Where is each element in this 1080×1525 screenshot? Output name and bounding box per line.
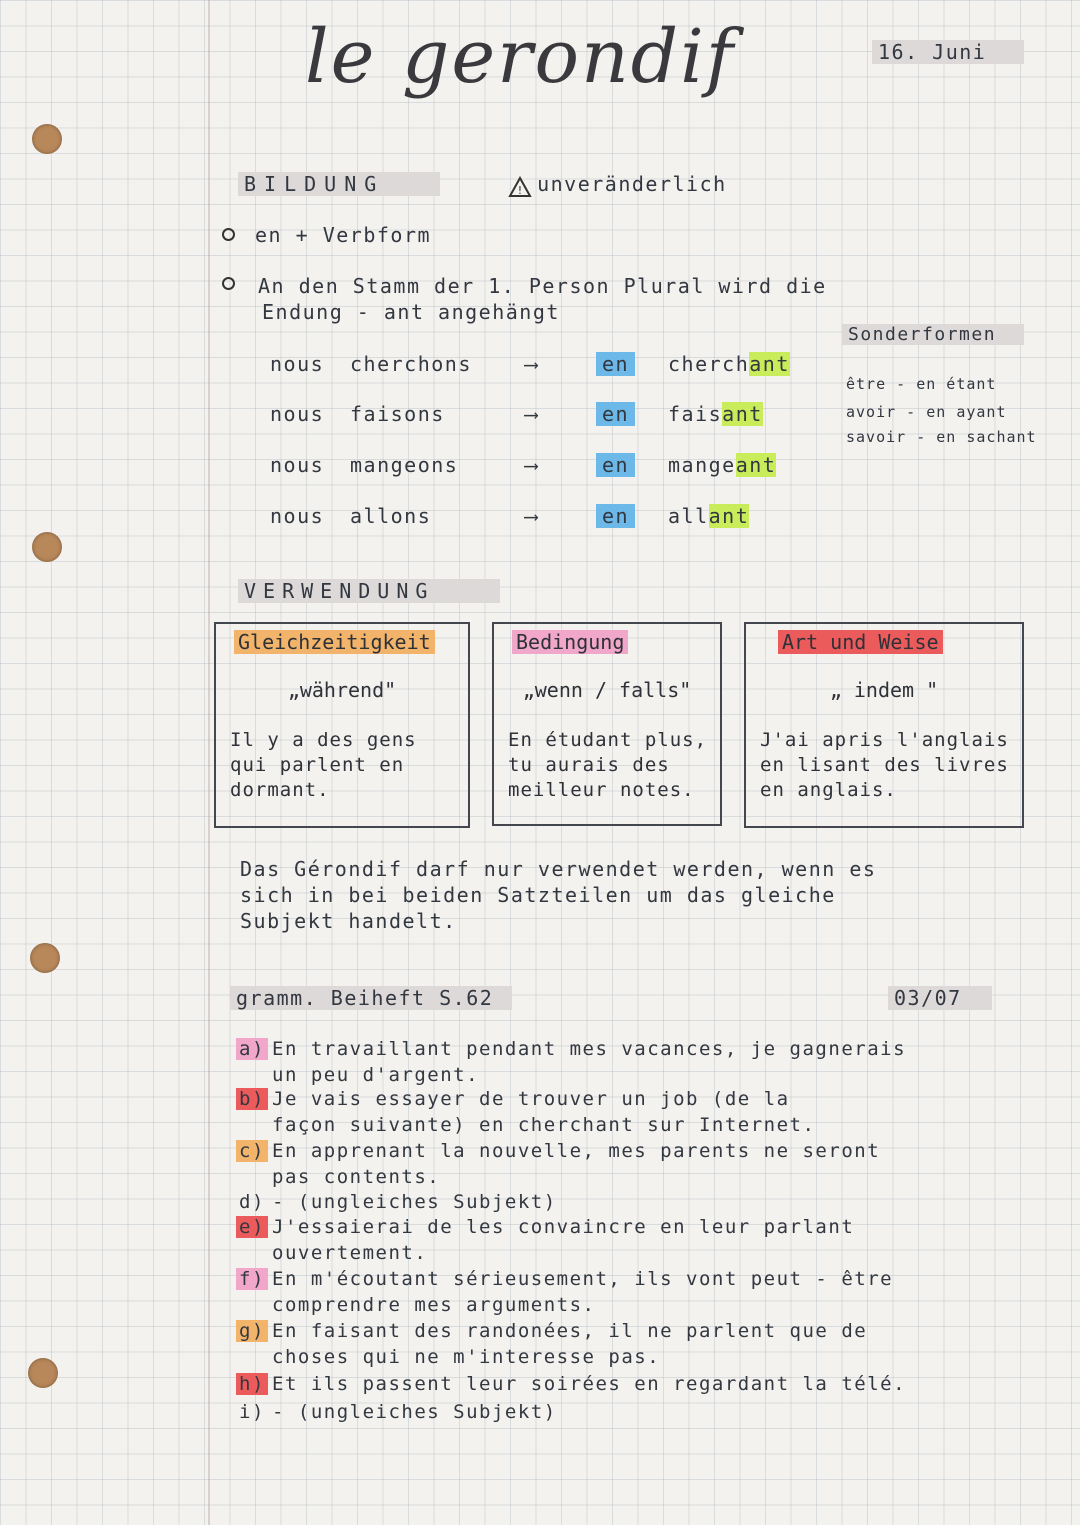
conj-stem: mange	[668, 453, 736, 477]
usage-example: J'ai apris l'anglais en lisant des livres en anglais.	[760, 729, 1009, 801]
punch-hole	[32, 124, 62, 154]
rule-line: sich in bei beiden Satzteilen um das gleiche	[240, 883, 836, 907]
sonderform-item: être - en étant	[846, 375, 997, 393]
rule-line: Das Gérondif darf nur verwendet werden, wenn es	[240, 857, 877, 881]
conj-stem: fais	[668, 402, 723, 426]
conj-gerondif-form	[668, 504, 749, 528]
conj-gerondif-form	[668, 453, 776, 477]
sonderformen-heading: Sonderformen	[842, 324, 1024, 345]
exercise-letter: f)	[236, 1268, 268, 1290]
bildung-heading: BILDUNG	[238, 172, 440, 196]
exercise-line: En m'écoutant sérieusement, ils vont peut - être	[272, 1268, 894, 1290]
bildung-bullet-1: en + Verbform	[255, 223, 432, 247]
conj-gerondif-form	[668, 352, 790, 376]
conj-verb: cherchons	[350, 352, 472, 376]
exercise-line: En travaillant pendant mes vacances, je gagnerais	[272, 1038, 907, 1060]
warning-triangle-icon	[508, 176, 532, 198]
punch-hole	[30, 943, 60, 973]
exercise-line: Je vais essayer de trouver un job (de la	[272, 1088, 790, 1110]
exercise-letter: c)	[236, 1140, 268, 1162]
exercise-line: J'essaierai de les convaincre en leur parlant	[272, 1216, 855, 1238]
exercise-letter: a)	[236, 1038, 268, 1060]
exercise-line: un peu d'argent.	[272, 1064, 480, 1086]
usage-box-art-und-weise	[744, 622, 1024, 828]
exercise-line: Et ils passent leur soirées en regardant la télé.	[272, 1373, 907, 1395]
exercise-line: - (ungleiches Subjekt)	[272, 1191, 557, 1213]
usage-title: Bedingung	[512, 630, 628, 654]
conj-en: en	[596, 453, 635, 477]
warning-text: unveränderlich	[537, 172, 727, 196]
conj-pronoun: nous	[270, 352, 325, 376]
usage-example: En étudant plus, tu aurais des meilleur notes.	[508, 729, 708, 801]
page-title: le gerondif	[305, 14, 736, 100]
exercise-line: En faisant des randonées, il ne parlent que de	[272, 1320, 868, 1342]
sonderform-item: avoir - en ayant	[846, 403, 1007, 421]
exercise-line: En apprenant la nouvelle, mes parents ne seront	[272, 1140, 881, 1162]
svg-text:!: !	[517, 183, 523, 197]
conj-en: en	[596, 504, 635, 528]
conj-en: en	[596, 352, 635, 376]
exercise-line: ouvertement.	[272, 1242, 428, 1264]
conj-ending: ant	[749, 352, 790, 376]
conj-arrow: ⟶	[525, 504, 539, 528]
conj-verb: allons	[350, 504, 432, 528]
verwendung-heading: VERWENDUNG	[238, 579, 500, 603]
exercise-letter: e)	[236, 1216, 268, 1238]
bullet	[222, 228, 235, 241]
punch-hole	[28, 1358, 58, 1388]
conj-pronoun: nous	[270, 504, 325, 528]
conj-pronoun: nous	[270, 453, 325, 477]
warning-note	[508, 172, 727, 198]
bullet	[222, 277, 235, 290]
exercise-letter: h)	[236, 1373, 268, 1395]
exercise-letter: b)	[236, 1088, 268, 1110]
exercise-line: pas contents.	[272, 1166, 441, 1188]
exercise-line: - (ungleiches Subjekt)	[272, 1401, 557, 1423]
conj-ending: ant	[735, 453, 777, 477]
usage-box-gleichzeitigkeit	[214, 622, 470, 828]
conj-arrow: ⟶	[525, 453, 539, 477]
exercise-letter: d)	[239, 1191, 265, 1213]
usage-meaning: „ indem "	[829, 678, 939, 702]
usage-box-bedingung	[492, 622, 722, 826]
conj-pronoun: nous	[270, 402, 325, 426]
conj-stem: all	[668, 504, 709, 528]
bildung-bullet-2-line1: An den Stamm der 1. Person Plural wird die	[258, 274, 827, 298]
page-date: 16. Juni	[872, 40, 1024, 64]
conj-arrow: ⟶	[525, 352, 539, 376]
exercise-line: choses qui ne m'interesse pas.	[272, 1346, 661, 1368]
usage-meaning: „während"	[287, 678, 397, 702]
conj-ending: ant	[708, 504, 750, 528]
conj-verb: faisons	[350, 402, 445, 426]
conj-gerondif-form	[668, 402, 763, 426]
exercise-date: 03/07	[888, 986, 992, 1010]
usage-title: Gleichzeitigkeit	[234, 630, 435, 654]
sonderform-item: savoir - en sachant	[846, 428, 1037, 446]
usage-title: Art und Weise	[778, 630, 943, 654]
exercise-letter: i)	[239, 1401, 265, 1423]
conj-ending: ant	[722, 402, 763, 426]
punch-hole	[32, 532, 62, 562]
conj-stem: cherch	[668, 352, 750, 376]
usage-example: Il y a des gens qui parlent en dormant.	[230, 729, 417, 801]
usage-meaning: „wenn / falls"	[522, 678, 692, 702]
conj-verb: mangeons	[350, 453, 459, 477]
exercise-source: gramm. Beiheft S.62	[230, 986, 512, 1010]
exercise-line: façon suivante) en cherchant sur Internet.	[272, 1114, 816, 1136]
exercise-line: comprendre mes arguments.	[272, 1294, 596, 1316]
rule-line: Subjekt handelt.	[240, 909, 457, 933]
conj-arrow: ⟶	[525, 402, 539, 426]
bildung-bullet-2-line2: Endung - ant angehängt	[262, 300, 560, 324]
conj-en: en	[596, 402, 635, 426]
margin-line	[208, 0, 210, 1525]
exercise-letter: g)	[236, 1320, 268, 1342]
